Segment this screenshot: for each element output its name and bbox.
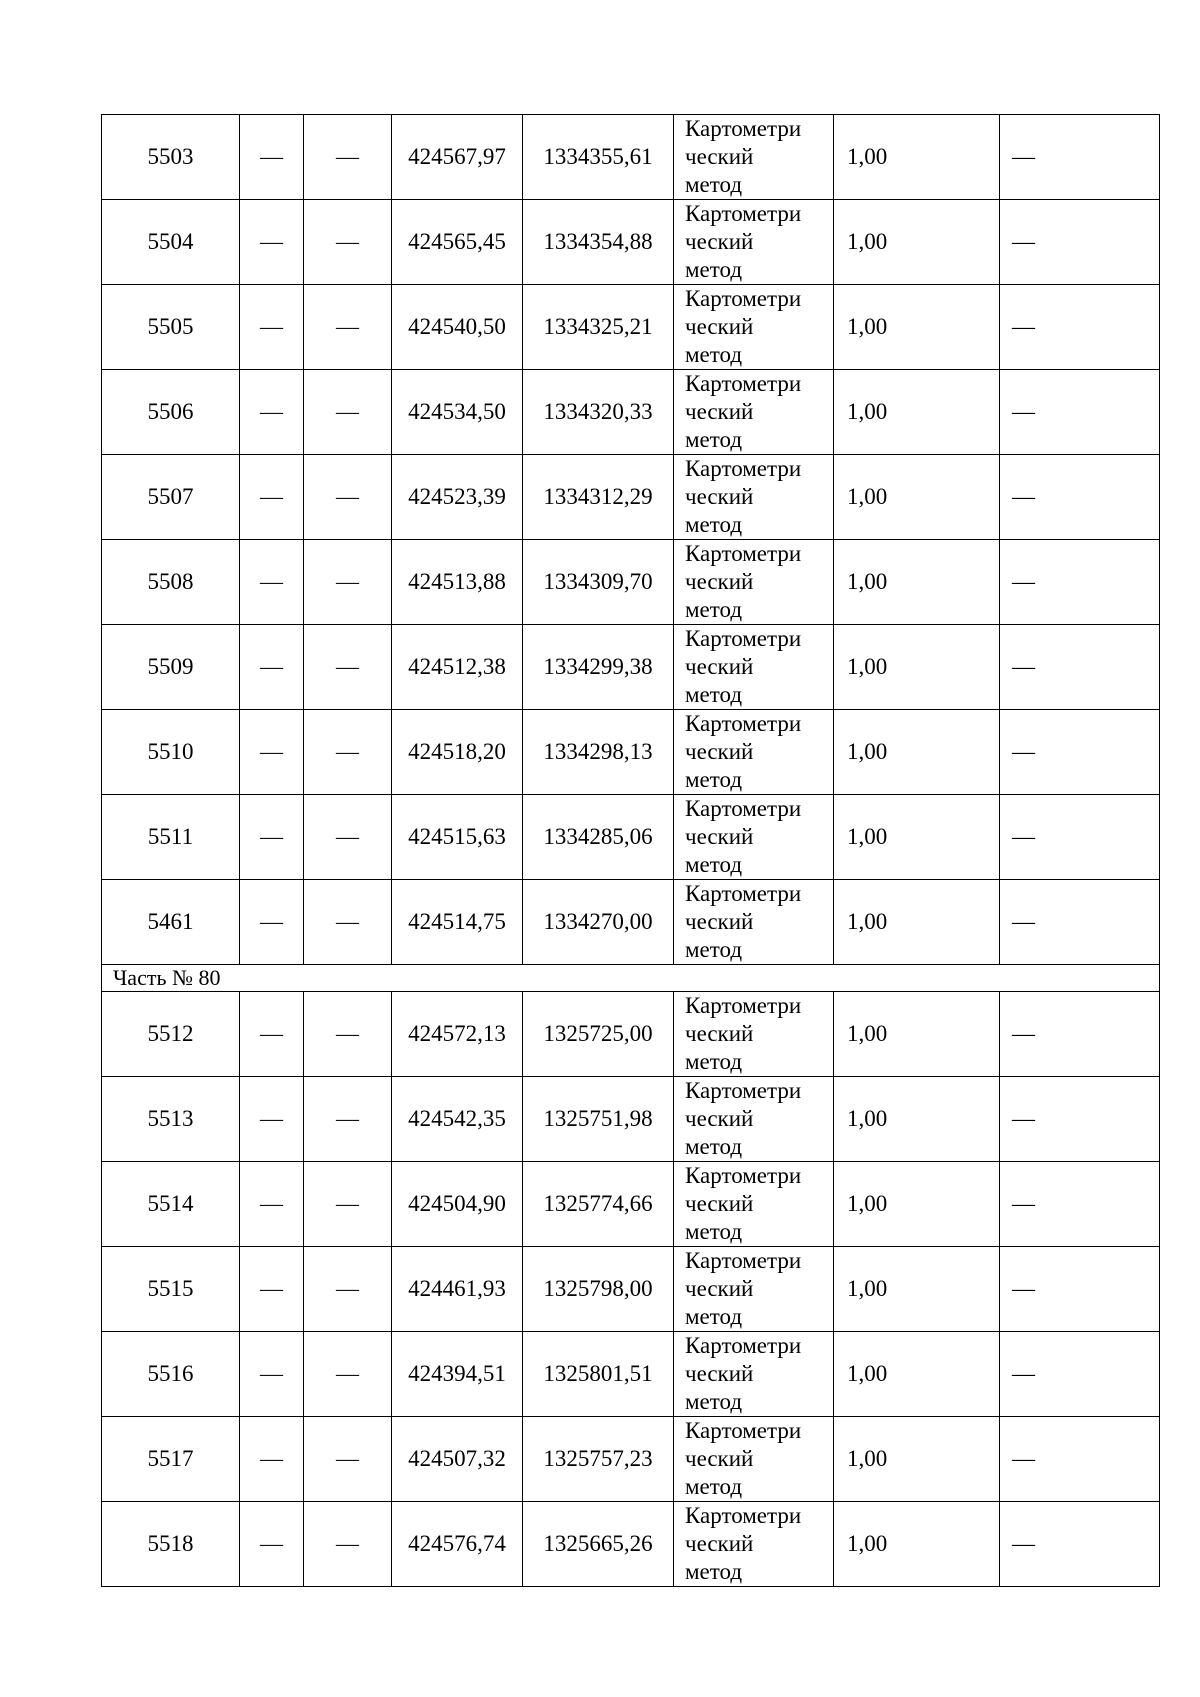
- dash-cell: —: [240, 795, 304, 880]
- method-line: Картометри: [685, 1163, 802, 1188]
- dash-cell: —: [304, 1162, 392, 1247]
- method-cell: [674, 992, 834, 1077]
- dash-cell: —: [240, 1502, 304, 1587]
- part-header-row: [102, 965, 1160, 992]
- x-coordinate-cell: 424504,90: [392, 1162, 523, 1247]
- table-row: [102, 540, 1160, 625]
- accuracy-cell: 1,00: [834, 285, 1000, 370]
- dash-cell: —: [1000, 992, 1160, 1077]
- point-number-cell: 5517: [102, 1417, 240, 1502]
- y-coordinate-cell: 1325751,98: [523, 1077, 674, 1162]
- point-number-cell: 5461: [102, 880, 240, 965]
- accuracy-cell: 1,00: [834, 795, 1000, 880]
- dash-cell: —: [304, 455, 392, 540]
- accuracy-cell: 1,00: [834, 880, 1000, 965]
- method-cell: [674, 370, 834, 455]
- accuracy-cell: 1,00: [834, 1247, 1000, 1332]
- method-line: Картометри: [685, 1078, 802, 1103]
- dash-cell: —: [240, 880, 304, 965]
- table-row: [102, 370, 1160, 455]
- dash-cell: —: [1000, 1247, 1160, 1332]
- method-line: Картометри: [685, 116, 802, 141]
- x-coordinate-cell: 424518,20: [392, 710, 523, 795]
- y-coordinate-cell: 1334285,06: [523, 795, 674, 880]
- method-cell: [674, 540, 834, 625]
- dash-cell: —: [304, 1247, 392, 1332]
- dash-cell: —: [304, 880, 392, 965]
- method-cell: [674, 710, 834, 795]
- dash-cell: —: [1000, 1332, 1160, 1417]
- method-line: ческий: [685, 654, 754, 679]
- dash-cell: —: [240, 1162, 304, 1247]
- method-line: метод: [685, 427, 743, 452]
- dash-cell: —: [1000, 200, 1160, 285]
- table-row: [102, 285, 1160, 370]
- table-row: [102, 1332, 1160, 1417]
- method-cell: [674, 455, 834, 540]
- method-cell: [674, 115, 834, 200]
- dash-cell: —: [304, 1332, 392, 1417]
- dash-cell: —: [240, 455, 304, 540]
- dash-cell: —: [240, 625, 304, 710]
- x-coordinate-cell: 424567,97: [392, 115, 523, 200]
- method-line: метод: [685, 1219, 743, 1244]
- method-line: ческий: [685, 314, 754, 339]
- method-line: метод: [685, 597, 743, 622]
- dash-cell: —: [1000, 455, 1160, 540]
- accuracy-cell: 1,00: [834, 1077, 1000, 1162]
- y-coordinate-cell: 1325725,00: [523, 992, 674, 1077]
- accuracy-cell: 1,00: [834, 710, 1000, 795]
- dash-cell: —: [304, 795, 392, 880]
- dash-cell: —: [1000, 370, 1160, 455]
- accuracy-cell: 1,00: [834, 1502, 1000, 1587]
- y-coordinate-cell: 1325801,51: [523, 1332, 674, 1417]
- dash-cell: —: [304, 710, 392, 795]
- method-line: Картометри: [685, 881, 802, 906]
- point-number-cell: 5506: [102, 370, 240, 455]
- method-cell: [674, 795, 834, 880]
- point-number-cell: 5518: [102, 1502, 240, 1587]
- method-line: метод: [685, 512, 743, 537]
- x-coordinate-cell: 424540,50: [392, 285, 523, 370]
- dash-cell: —: [1000, 1162, 1160, 1247]
- point-number-cell: 5508: [102, 540, 240, 625]
- y-coordinate-cell: 1325665,26: [523, 1502, 674, 1587]
- method-line: ческий: [685, 1191, 754, 1216]
- method-line: Картометри: [685, 286, 802, 311]
- y-coordinate-cell: 1325798,00: [523, 1247, 674, 1332]
- y-coordinate-cell: 1325774,66: [523, 1162, 674, 1247]
- table-row: [102, 1502, 1160, 1587]
- table-row: [102, 795, 1160, 880]
- table-row: [102, 992, 1160, 1077]
- dash-cell: —: [1000, 285, 1160, 370]
- y-coordinate-cell: 1334320,33: [523, 370, 674, 455]
- accuracy-cell: 1,00: [834, 1332, 1000, 1417]
- point-number-cell: 5510: [102, 710, 240, 795]
- method-line: Картометри: [685, 1248, 802, 1273]
- table-row: [102, 1247, 1160, 1332]
- x-coordinate-cell: 424576,74: [392, 1502, 523, 1587]
- method-line: метод: [685, 682, 743, 707]
- y-coordinate-cell: 1334312,29: [523, 455, 674, 540]
- dash-cell: —: [304, 285, 392, 370]
- x-coordinate-cell: 424515,63: [392, 795, 523, 880]
- accuracy-cell: 1,00: [834, 540, 1000, 625]
- method-line: ческий: [685, 399, 754, 424]
- y-coordinate-cell: 1334309,70: [523, 540, 674, 625]
- method-line: ческий: [685, 1106, 754, 1131]
- method-line: ческий: [685, 569, 754, 594]
- accuracy-cell: 1,00: [834, 1417, 1000, 1502]
- dash-cell: —: [240, 1332, 304, 1417]
- method-line: метод: [685, 1049, 743, 1074]
- coordinates-table: [101, 114, 1160, 1587]
- method-line: метод: [685, 1389, 743, 1414]
- point-number-cell: 5505: [102, 285, 240, 370]
- method-line: Картометри: [685, 1418, 802, 1443]
- dash-cell: —: [240, 370, 304, 455]
- method-line: метод: [685, 1134, 743, 1159]
- method-line: ческий: [685, 824, 754, 849]
- table-row: [102, 455, 1160, 540]
- dash-cell: —: [304, 370, 392, 455]
- dash-cell: —: [1000, 1077, 1160, 1162]
- point-number-cell: 5516: [102, 1332, 240, 1417]
- dash-cell: —: [1000, 1502, 1160, 1587]
- method-cell: [674, 1077, 834, 1162]
- y-coordinate-cell: 1325757,23: [523, 1417, 674, 1502]
- accuracy-cell: 1,00: [834, 370, 1000, 455]
- method-line: Картометри: [685, 626, 802, 651]
- table-row: [102, 625, 1160, 710]
- x-coordinate-cell: 424542,35: [392, 1077, 523, 1162]
- dash-cell: —: [240, 1077, 304, 1162]
- method-line: Картометри: [685, 711, 802, 736]
- method-line: ческий: [685, 1446, 754, 1471]
- method-line: ческий: [685, 1021, 754, 1046]
- x-coordinate-cell: 424514,75: [392, 880, 523, 965]
- method-cell: [674, 285, 834, 370]
- part-title: Часть № 80: [102, 965, 1160, 992]
- table-row: [102, 1077, 1160, 1162]
- method-line: Картометри: [685, 796, 802, 821]
- y-coordinate-cell: 1334298,13: [523, 710, 674, 795]
- method-line: ческий: [685, 229, 754, 254]
- point-number-cell: 5507: [102, 455, 240, 540]
- method-line: метод: [685, 342, 743, 367]
- dash-cell: —: [240, 115, 304, 200]
- method-cell: [674, 880, 834, 965]
- method-line: Картометри: [685, 541, 802, 566]
- method-line: Картометри: [685, 456, 802, 481]
- method-line: Картометри: [685, 993, 802, 1018]
- method-line: Картометри: [685, 1503, 802, 1528]
- method-line: метод: [685, 172, 743, 197]
- point-number-cell: 5503: [102, 115, 240, 200]
- point-number-cell: 5504: [102, 200, 240, 285]
- point-number-cell: 5509: [102, 625, 240, 710]
- y-coordinate-cell: 1334355,61: [523, 115, 674, 200]
- point-number-cell: 5512: [102, 992, 240, 1077]
- method-line: ческий: [685, 484, 754, 509]
- dash-cell: —: [304, 200, 392, 285]
- x-coordinate-cell: 424534,50: [392, 370, 523, 455]
- dash-cell: —: [304, 540, 392, 625]
- method-line: Картометри: [685, 201, 802, 226]
- dash-cell: —: [1000, 710, 1160, 795]
- accuracy-cell: 1,00: [834, 115, 1000, 200]
- method-cell: [674, 1162, 834, 1247]
- point-number-cell: 5515: [102, 1247, 240, 1332]
- y-coordinate-cell: 1334354,88: [523, 200, 674, 285]
- accuracy-cell: 1,00: [834, 1162, 1000, 1247]
- dash-cell: —: [240, 1247, 304, 1332]
- y-coordinate-cell: 1334325,21: [523, 285, 674, 370]
- method-line: метод: [685, 937, 743, 962]
- method-cell: [674, 1502, 834, 1587]
- method-line: метод: [685, 852, 743, 877]
- method-line: ческий: [685, 909, 754, 934]
- dash-cell: —: [304, 992, 392, 1077]
- method-cell: [674, 1417, 834, 1502]
- method-line: метод: [685, 257, 743, 282]
- dash-cell: —: [240, 992, 304, 1077]
- method-line: метод: [685, 1559, 743, 1584]
- dash-cell: —: [1000, 795, 1160, 880]
- method-line: Картометри: [685, 1333, 802, 1358]
- x-coordinate-cell: 424394,51: [392, 1332, 523, 1417]
- table-row: [102, 1162, 1160, 1247]
- method-line: Картометри: [685, 371, 802, 396]
- x-coordinate-cell: 424572,13: [392, 992, 523, 1077]
- point-number-cell: 5514: [102, 1162, 240, 1247]
- x-coordinate-cell: 424507,32: [392, 1417, 523, 1502]
- method-line: ческий: [685, 1276, 754, 1301]
- method-line: метод: [685, 767, 743, 792]
- table-row: [102, 1417, 1160, 1502]
- accuracy-cell: 1,00: [834, 992, 1000, 1077]
- dash-cell: —: [240, 1417, 304, 1502]
- x-coordinate-cell: 424512,38: [392, 625, 523, 710]
- method-line: ческий: [685, 144, 754, 169]
- dash-cell: —: [304, 1502, 392, 1587]
- dash-cell: —: [1000, 115, 1160, 200]
- dash-cell: —: [1000, 625, 1160, 710]
- method-line: ческий: [685, 1361, 754, 1386]
- dash-cell: —: [240, 285, 304, 370]
- dash-cell: —: [240, 540, 304, 625]
- y-coordinate-cell: 1334270,00: [523, 880, 674, 965]
- x-coordinate-cell: 424523,39: [392, 455, 523, 540]
- method-cell: [674, 625, 834, 710]
- dash-cell: —: [240, 200, 304, 285]
- dash-cell: —: [304, 115, 392, 200]
- dash-cell: —: [1000, 880, 1160, 965]
- dash-cell: —: [304, 625, 392, 710]
- dash-cell: —: [1000, 540, 1160, 625]
- method-cell: [674, 200, 834, 285]
- x-coordinate-cell: 424565,45: [392, 200, 523, 285]
- dash-cell: —: [304, 1417, 392, 1502]
- table-row: [102, 200, 1160, 285]
- table-row: [102, 880, 1160, 965]
- method-line: метод: [685, 1474, 743, 1499]
- method-cell: [674, 1332, 834, 1417]
- point-number-cell: 5513: [102, 1077, 240, 1162]
- x-coordinate-cell: 424461,93: [392, 1247, 523, 1332]
- accuracy-cell: 1,00: [834, 200, 1000, 285]
- dash-cell: —: [240, 710, 304, 795]
- method-cell: [674, 1247, 834, 1332]
- table-row: [102, 115, 1160, 200]
- dash-cell: —: [304, 1077, 392, 1162]
- dash-cell: —: [1000, 1417, 1160, 1502]
- method-line: метод: [685, 1304, 743, 1329]
- x-coordinate-cell: 424513,88: [392, 540, 523, 625]
- table-row: [102, 710, 1160, 795]
- method-line: ческий: [685, 739, 754, 764]
- accuracy-cell: 1,00: [834, 455, 1000, 540]
- y-coordinate-cell: 1334299,38: [523, 625, 674, 710]
- point-number-cell: 5511: [102, 795, 240, 880]
- method-line: ческий: [685, 1531, 754, 1556]
- accuracy-cell: 1,00: [834, 625, 1000, 710]
